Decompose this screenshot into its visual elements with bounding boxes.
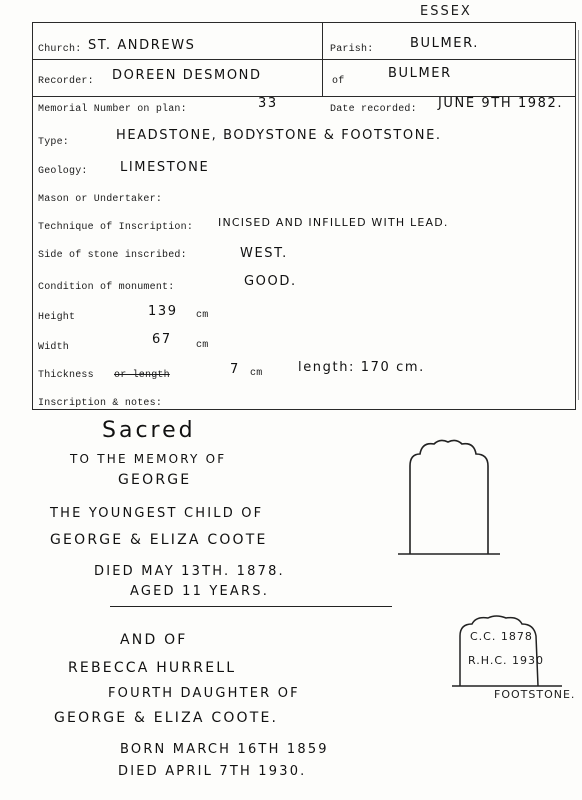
church-label: Church: — [38, 44, 82, 55]
memorial-label: Memorial Number on plan: — [38, 104, 187, 115]
recorder-label: Recorder: — [38, 76, 94, 87]
width-value: 67 — [152, 332, 172, 347]
technique-value: INCISED AND INFILLED WITH LEAD. — [218, 216, 449, 229]
headstone-sketch — [396, 436, 504, 558]
footstone-inscription-line2: R.H.C. 1930 — [468, 654, 544, 667]
width-label: Width — [38, 342, 70, 353]
mason-label: Mason or Undertaker: — [38, 194, 163, 205]
width-unit: cm — [196, 340, 209, 351]
condition-label: Condition of monument: — [38, 282, 175, 293]
type-label: Type: — [38, 137, 70, 148]
technique-label: Technique of Inscription: — [38, 222, 194, 233]
county-label: ESSEX — [420, 4, 472, 19]
inscription-line: AND OF — [120, 632, 188, 648]
recorder-value: DOREEN DESMOND — [112, 68, 262, 83]
type-value: HEADSTONE, BODYSTONE & FOOTSTONE. — [116, 128, 442, 143]
date-value: JUNE 9TH 1982. — [438, 96, 564, 111]
parish-label: Parish: — [330, 44, 374, 55]
memorial-value: 33 — [258, 96, 278, 111]
thickness-unit: cm — [250, 368, 263, 379]
inscription-line: THE YOUNGEST CHILD OF — [50, 506, 264, 521]
height-label: Height — [38, 312, 76, 323]
length-value: length: 170 cm. — [298, 360, 425, 375]
geology-value: LIMESTONE — [120, 160, 210, 175]
parish-value: BULMER. — [410, 36, 480, 51]
edge-rule — [578, 30, 579, 400]
of-label: of — [332, 76, 345, 87]
inscription-line: BORN MARCH 16TH 1859 — [120, 742, 329, 757]
inscription-line: GEORGE & ELIZA COOTE — [50, 532, 268, 548]
side-label: Side of stone inscribed: — [38, 250, 187, 261]
inscription-line: DIED MAY 13TH. 1878. — [94, 564, 285, 579]
inscription-line: FOURTH DAUGHTER OF — [108, 686, 300, 701]
inscription-line: GEORGE — [118, 472, 192, 488]
inscription-line: AGED 11 YEARS. — [130, 584, 270, 599]
height-value: 139 — [148, 304, 178, 319]
thickness-value: 7 — [230, 362, 240, 377]
height-unit: cm — [196, 310, 209, 321]
inscription-line: REBECCA HURRELL — [68, 660, 237, 676]
thickness-label: Thickness — [38, 370, 94, 381]
geology-label: Geology: — [38, 166, 88, 177]
inscription-divider — [110, 606, 392, 607]
inscription-line: TO THE MEMORY OF — [70, 452, 227, 466]
inscription-line: DIED APRIL 7TH 1930. — [118, 764, 307, 779]
church-value: ST. ANDREWS — [88, 38, 196, 53]
date-label: Date recorded: — [330, 104, 417, 115]
footstone-label: FOOTSTONE. — [494, 688, 576, 701]
condition-value: GOOD. — [244, 274, 297, 289]
inscription-line: GEORGE & ELIZA COOTE. — [54, 710, 279, 726]
footstone-inscription-line1: C.C. 1878 — [470, 630, 533, 643]
row-divider — [32, 59, 576, 60]
footstone-sketch — [452, 614, 568, 690]
inscription-sacred: Sacred — [102, 418, 196, 443]
side-value: WEST. — [240, 246, 288, 261]
inscription-label: Inscription & notes: — [38, 398, 163, 409]
thickness-struck-text: or length — [114, 370, 170, 381]
of-value: BULMER — [388, 66, 452, 81]
